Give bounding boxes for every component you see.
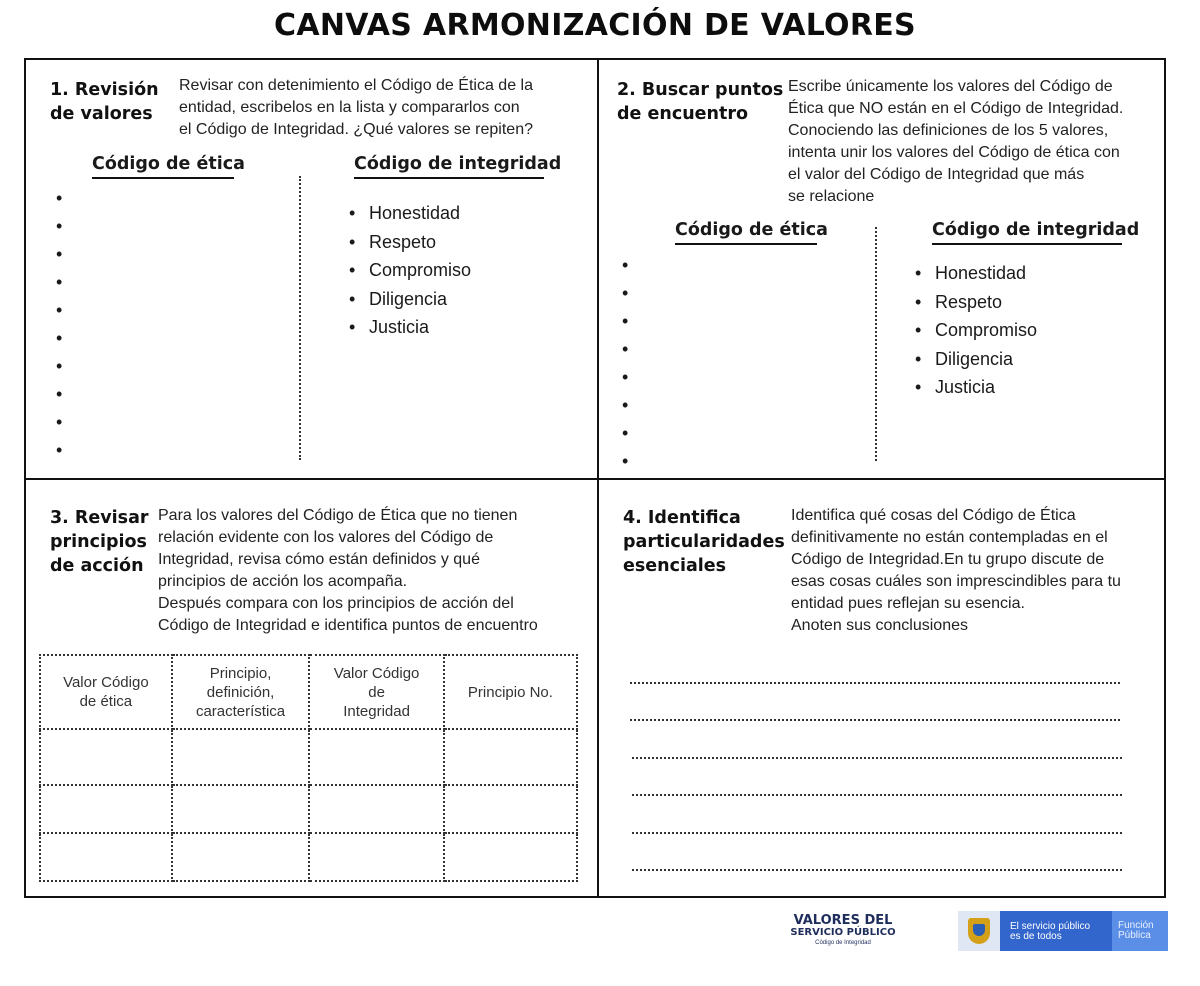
list-item[interactable] — [56, 246, 256, 274]
list-item: • Justicia — [915, 375, 1037, 404]
logo-text: SERVICIO PÚBLICO — [790, 927, 896, 938]
column-separator — [875, 227, 877, 461]
header-text: de — [368, 683, 385, 701]
list-item[interactable] — [56, 330, 256, 358]
table-header-cell — [444, 655, 577, 729]
table-cell[interactable] — [444, 833, 577, 881]
section-4-heading — [623, 506, 785, 578]
table-cell[interactable] — [172, 785, 310, 833]
col-codigo-etica-header: Código de ética — [675, 220, 817, 245]
funcion-publica-logo — [958, 911, 1168, 951]
list-item: • Honestidad — [349, 201, 471, 230]
section-3-heading — [50, 506, 149, 578]
brand-line: Función — [1118, 920, 1154, 931]
column-separator — [299, 176, 301, 460]
section-2-instructions — [788, 76, 1123, 208]
instruction-line: se relacione — [788, 188, 875, 205]
instruction-line: esas cosas cuáles son imprescindibles para tu — [791, 573, 1121, 590]
header-text: Integridad — [343, 702, 410, 720]
list-item[interactable] — [622, 453, 822, 481]
list-item[interactable] — [56, 190, 256, 218]
principles-table — [39, 654, 578, 882]
header-text: Principio No. — [467, 683, 553, 701]
instruction-line: entidad, escribelos en la lista y compararlos con — [179, 99, 520, 116]
heading-line: principios — [50, 532, 147, 552]
list-item: • Compromiso — [349, 258, 471, 287]
table-cell[interactable] — [40, 729, 172, 785]
col-codigo-integridad-header: Código de integridad — [932, 220, 1122, 245]
canvas-board — [24, 58, 1166, 898]
table-cell[interactable] — [40, 785, 172, 833]
list-item[interactable] — [56, 442, 256, 470]
section-2-heading — [617, 78, 783, 126]
list-item[interactable] — [622, 313, 822, 341]
header-text: característica — [195, 702, 286, 720]
list-item: • Diligencia — [915, 347, 1037, 376]
instruction-line: entidad pues reflejan su esencia. — [791, 595, 1025, 612]
list-item[interactable] — [622, 397, 822, 425]
slogan-line: es de todos — [1010, 931, 1062, 942]
header-text: de ética — [79, 693, 133, 710]
instruction-line: el valor del Código de Integridad que más — [788, 166, 1085, 183]
table-cell[interactable] — [444, 785, 577, 833]
heading-line: esenciales — [623, 556, 727, 576]
instruction-line: definitivamente no están contempladas en el — [791, 529, 1108, 546]
writing-line[interactable] — [632, 832, 1122, 834]
instruction-line: Para los valores del Código de Ética que no tienen — [158, 507, 518, 524]
list-item[interactable] — [622, 285, 822, 313]
section-1-instructions — [179, 75, 533, 141]
list-item: • Compromiso — [915, 318, 1037, 347]
table-cell[interactable] — [309, 833, 443, 881]
integridad-value-list — [915, 261, 1037, 404]
list-item[interactable] — [622, 257, 822, 285]
heading-line: 1. Revisión — [50, 80, 159, 100]
header-text: Principio, — [209, 664, 272, 682]
slogan-line: El servicio público — [1010, 921, 1091, 932]
instruction-line: Identifica qué cosas del Código de Ética — [791, 507, 1076, 524]
writing-line[interactable] — [630, 719, 1120, 721]
list-item[interactable] — [622, 425, 822, 453]
table-cell[interactable] — [172, 833, 310, 881]
slogan — [1000, 911, 1112, 951]
table-header-cell — [40, 655, 172, 729]
instruction-line: Anoten sus conclusiones — [791, 617, 968, 634]
writing-line[interactable] — [632, 794, 1122, 796]
list-item[interactable] — [56, 358, 256, 386]
horizontal-divider — [26, 478, 1164, 480]
heading-line: 3. Revisar — [50, 508, 149, 528]
writing-line[interactable] — [630, 682, 1120, 684]
instruction-line: Después compara con los principios de acción del — [158, 595, 514, 612]
etica-value-list[interactable] — [56, 190, 256, 470]
heading-line: 4. Identifica — [623, 508, 741, 528]
list-item[interactable] — [56, 302, 256, 330]
valores-servicio-publico-logo — [778, 914, 908, 947]
writing-line[interactable] — [632, 869, 1122, 871]
section-4-instructions — [791, 505, 1121, 637]
heading-line: de valores — [50, 104, 153, 124]
instruction-line: Conociendo las definiciones de los 5 valores, — [788, 122, 1109, 139]
header-text: definición, — [206, 683, 275, 701]
funcion-publica-brand — [1112, 911, 1168, 951]
list-item[interactable] — [56, 274, 256, 302]
table-cell[interactable] — [309, 729, 443, 785]
coat-of-arms-icon — [958, 911, 1000, 951]
heading-line: 2. Buscar puntos — [617, 80, 784, 100]
brand-line: Pública — [1118, 930, 1151, 941]
section-3-instructions — [158, 505, 538, 637]
writing-line[interactable] — [632, 757, 1122, 759]
instruction-line: el Código de Integridad. ¿Qué valores se repiten? — [179, 121, 533, 138]
instruction-line: Escribe únicamente los valores del Código de — [788, 78, 1113, 95]
instruction-line: Revisar con detenimiento el Código de Ética de la — [179, 77, 533, 94]
list-item[interactable] — [56, 414, 256, 442]
instruction-line: Integridad, revisa cómo están definidos y qué — [158, 551, 480, 568]
etica-value-list[interactable] — [622, 257, 822, 481]
heading-line: de acción — [50, 556, 144, 576]
instruction-line: relación evidente con los valores del Código de — [158, 529, 494, 546]
heading-line: particularidades — [623, 532, 785, 552]
table-row — [40, 729, 577, 785]
list-item[interactable] — [56, 386, 256, 414]
list-item[interactable] — [56, 218, 256, 246]
instruction-line: Código de Integridad.En tu grupo discute de — [791, 551, 1105, 568]
section-1-heading — [50, 78, 159, 126]
table-header-cell — [172, 655, 310, 729]
instruction-line: Código de Integridad e identifica puntos de encuentro — [158, 617, 538, 634]
logo-text: VALORES DEL — [793, 913, 893, 928]
table-cell[interactable] — [309, 785, 443, 833]
list-item: • Justicia — [349, 315, 471, 344]
header-text: Valor Código — [63, 674, 149, 691]
list-item[interactable] — [622, 341, 822, 369]
table-cell[interactable] — [172, 729, 310, 785]
table-header-cell — [309, 655, 443, 729]
table-row — [40, 833, 577, 881]
instruction-line: intenta unir los valores del Código de ética con — [788, 144, 1120, 161]
header-text: Valor Código — [333, 664, 420, 682]
page-title: CANVAS ARMONIZACIÓN DE VALORES — [274, 8, 916, 43]
table-row — [40, 785, 577, 833]
table-cell[interactable] — [40, 833, 172, 881]
list-item[interactable] — [622, 369, 822, 397]
integridad-value-list — [349, 201, 471, 344]
table-cell[interactable] — [444, 729, 577, 785]
col-codigo-integridad-header: Código de integridad — [354, 154, 544, 179]
instruction-line: Ética que NO están en el Código de Integridad. — [788, 100, 1124, 117]
logo-text: Código de Integridad — [815, 940, 871, 946]
list-item: • Respeto — [349, 230, 471, 259]
instruction-line: principios de acción los acompaña. — [158, 573, 408, 590]
col-codigo-etica-header: Código de ética — [92, 154, 234, 179]
heading-line: de encuentro — [617, 104, 748, 124]
list-item: • Diligencia — [349, 287, 471, 316]
table-header-row — [40, 655, 577, 729]
list-item: • Honestidad — [915, 261, 1037, 290]
list-item: • Respeto — [915, 290, 1037, 319]
